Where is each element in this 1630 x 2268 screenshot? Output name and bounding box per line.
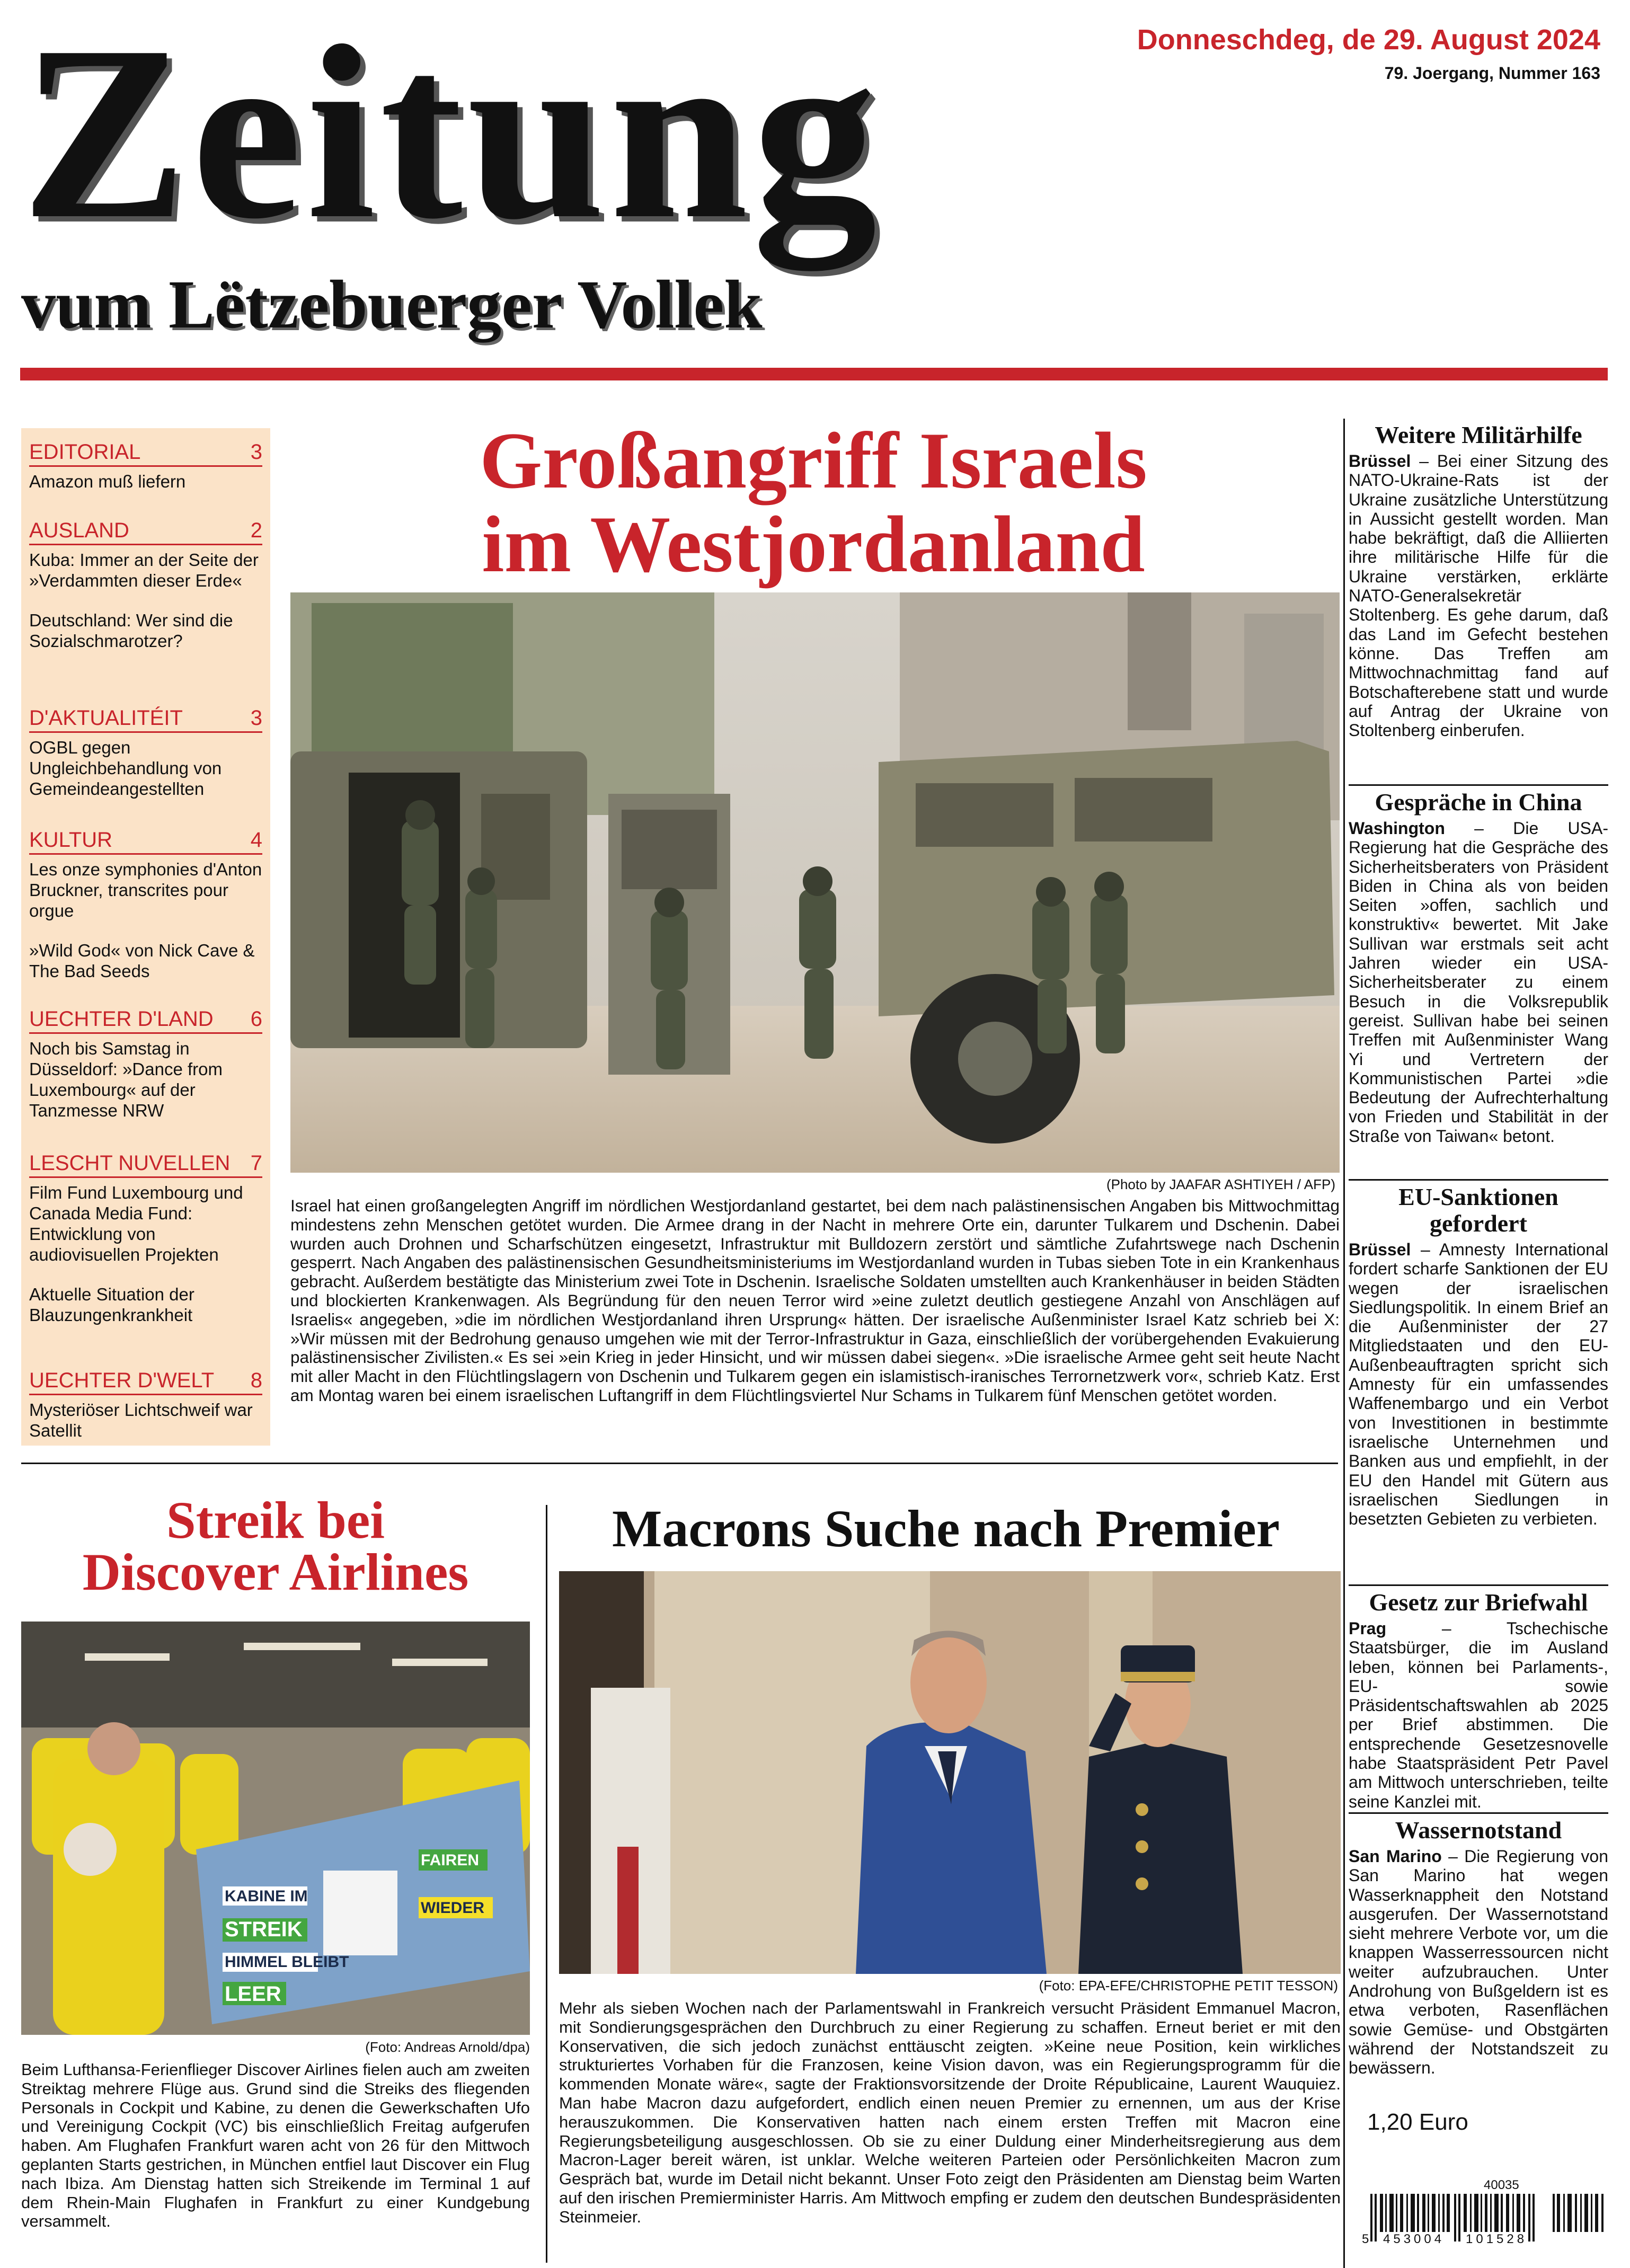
barcode-digits: 453004: [1383, 2232, 1445, 2246]
barcode-addon-digits: 40035: [1484, 2178, 1519, 2192]
right-column-divider: [1343, 419, 1345, 2268]
lead-headline-line-1: Großangriff Israels: [480, 416, 1147, 505]
brief-text: – Tschechische Staatsbürger, die im Ausland leben, können bei Parlaments-, EU- sowie Präsidentschaftswahlen ab 2025 per Brief abstimmen. Die entsprechende Gesetzesnovelle habe Staatspräsident Petr Pavel am Mittwoch unterschrieben, teilte seine Kanzlei mit.: [1349, 1619, 1609, 1811]
banner-text: HIMMEL BLEIBT: [225, 1953, 349, 1971]
macron-photo: [559, 1571, 1341, 1974]
banner-text: LEER: [225, 1982, 281, 2006]
strike-photo-credit: (Foto: Andreas Arnold/dpa): [365, 2039, 530, 2055]
lead-photo-credit: (Photo by JAAFAR ASHTIYEH / AFP): [1106, 1176, 1335, 1192]
index-item[interactable]: OGBL gegen Ungleichbehandlung von Gemeindeangestellten: [29, 738, 222, 799]
lead-headline[interactable]: [297, 416, 1330, 589]
brief-place: Brüssel: [1349, 451, 1411, 471]
section-page: 8: [250, 1369, 262, 1392]
index-section-uechter-dwelt[interactable]: [29, 1367, 262, 1441]
brief-place: Prag: [1349, 1619, 1387, 1638]
column-divider: [546, 1505, 547, 2263]
strike-photo: [21, 1622, 530, 2035]
issue-date: Donneschdeg, de 29. August 2024: [1137, 24, 1600, 56]
index-section-aktualiteit[interactable]: [29, 705, 262, 799]
banner-text: KABINE IM: [225, 1888, 308, 1905]
section-divider: [21, 1463, 1338, 1464]
section-page: 2: [250, 519, 262, 542]
index-item[interactable]: Film Fund Luxembourg und Canada Media Fund: Entwicklung von audiovisuellen Projekten: [29, 1183, 243, 1264]
strike-headline-line-1: Streik bei: [166, 1491, 385, 1549]
brief-military-aid[interactable]: [1349, 419, 1608, 740]
barcode-digit: 5: [1362, 2232, 1369, 2246]
section-label: KULTUR: [29, 828, 113, 852]
index-section-kultur[interactable]: [29, 827, 262, 981]
section-page: 6: [250, 1007, 262, 1031]
section-label: AUSLAND: [29, 519, 129, 542]
contents-index: [21, 428, 270, 1446]
brief-place: San Marino: [1349, 1847, 1442, 1866]
brief-eu-sanctions[interactable]: [1349, 1179, 1608, 1528]
lead-article-body: Israel hat einen großangelegten Angriff im nördlichen Westjordanland gestartet, bei dem nach palästinensischen Angaben bis Mittwochmittag mindestens zehn Menschen getötet wurden. Die Armee drang in der Nacht in mehrere Orte ein, darunter Tulkarem und Dschenin. Dabei wurden auch Drohnen und Scharfschützen eingesetzt, Infrastruktur mit Bulldozern zerstört und sämtliche Zufahrtswege nach Dschenin gesperrt. Nach Angaben des palästinensischen Gesundheitsministeriums im Westjordanland wurden in Tubas sieben Tote in ein Krankenhaus gebracht. Außerdem bestätigte das Ministerium zwei Tote in Dschenin. Israelische Soldaten umstellten auch Krankenhäuser in beiden Städten und blockierten Krankenwagen. Als Begründung für den neuen Terror wird »eine zuletzt deutlich gestiegene Anzahl von Anschlägen auf Israelis« angegeben, »die im nördlichen Westjordanland ihren Ursprung« hätten. Der israelische Außenminister Israel Katz schrieb bei X: »Wir müssen mit der Bedrohung genauso umgehen wie mit der Terror-Infrastruktur in Gaza, einschließlich der vorübergehenden Evakuierung palästinensischer Zivilisten.« Es sei »ein Krieg in jeder Hinsicht, und wir müssen dabei siegen«. »Die israelische Armee geht seit heute Nacht mit aller Macht in den Flüchtlingslagern von Dschenin und Tulkarem gegen ein islamistisch-iranisches Terrornetzwerk vor«, schrieb Katz. Erst am Montag waren bei einem israelischen Luftangriff in dem Flüchtlingsviertel Nur Schams in Tulkarem fünf Menschen getötet worden.: [290, 1196, 1340, 1405]
brief-water-emergency[interactable]: [1349, 1812, 1608, 2078]
section-page: 3: [250, 440, 262, 464]
barcode: [1362, 2194, 1608, 2247]
brief-china-talks[interactable]: [1349, 784, 1608, 1146]
masthead-subtitle: vum Lëtzebuerger Vollek: [21, 267, 763, 343]
section-page: 7: [250, 1151, 262, 1175]
section-label: UECHTER D'WELT: [29, 1369, 215, 1392]
lead-photo: [290, 592, 1340, 1173]
index-section-ausland[interactable]: [29, 517, 262, 651]
brief-headline: Wassernotstand: [1349, 1812, 1608, 1844]
brief-text: – Die USA-Regierung hat die Gespräche des Sicherheitsberaters von Präsident Biden in China als von beiden Seiten »offen, sachlich und konstruktiv« bewertet. Mit Jake Sullivan war erstmals seit acht Jahren wieder ein USA-Sicherheitsberater zu einem Besuch in die Volksrepublik gereist. Sullivan habe bei seinen Treffen mit Außenminister Wang Yi und Vertretern der Kommunistischen Partei »die Bedeutung der Aufrechterhaltung von Frieden und Stabilität in der Straße von Taiwan« betont.: [1349, 819, 1608, 1146]
brief-headline: EU-Sanktionen gefordert: [1349, 1179, 1608, 1237]
brief-headline: Weitere Militärhilfe: [1375, 421, 1582, 448]
barcode-digits: 101528: [1466, 2232, 1528, 2246]
cover-price: 1,20 Euro: [1367, 2109, 1468, 2135]
section-label: D'AKTUALITÉIT: [29, 706, 183, 730]
brief-text: – Die Regierung von San Marino hat wegen Wasserknappheit den Notstand ausgerufen. Der Wassernotstand sieht mehrere Verbote vor, um die knappen Wasserressourcen nicht weiter aufzubrauchen. Unter Androhung von Bußgeldern ist es etwa verboten, Rasenflächen sowie Gemüse- und Obstgärten während der Notstandszeit zu bewässern.: [1349, 1847, 1609, 2078]
index-item[interactable]: Deutschland: Wer sind die Sozialschmarotzer?: [29, 610, 233, 651]
section-label: LESCHT NUVELLEN: [29, 1151, 231, 1175]
index-item[interactable]: »Wild God« von Nick Cave & The Bad Seeds: [29, 941, 255, 981]
section-label: UECHTER D'LAND: [29, 1007, 214, 1031]
index-item[interactable]: Amazon muß liefern: [29, 472, 186, 491]
masthead-rule: [20, 368, 1608, 380]
banner-text: STREIK: [225, 1918, 303, 1941]
brief-text: – Bei einer Sitzung des NATO-Ukraine-Rats ist der Ukraine zusätzliche Unterstützung in Aussicht gestellt worden. Man habe bekräftigt, daß die Alliierten ihre militärische Hilfe für die Ukraine verstärken, erklärte NATO-Generalsekretär Stoltenberg. Es gehe darum, daß das Land im Gefecht bestehen könne. Das Treffen am Mittwochnachmittag fand auf Botschafterebene statt und wurde auf Antrag der Ukraine von Stoltenberg einberufen.: [1349, 451, 1609, 740]
brief-postal-vote[interactable]: [1349, 1584, 1608, 1811]
brief-place: Brüssel: [1349, 1240, 1411, 1259]
strike-headline-line-2: Discover Airlines: [82, 1543, 469, 1601]
brief-headline: Gesetz zur Briefwahl: [1349, 1584, 1608, 1616]
index-section-lescht-nuvellen[interactable]: [29, 1150, 262, 1325]
brief-headline: Gespräche in China: [1349, 784, 1608, 816]
brief-text: – Amnesty International fordert scharfe Sanktionen der EU wegen der israelischen Siedlungspolitik. In einem Brief an die Außenminister der 27 Mitgliedstaaten und den EU-Außenbeauftragten spricht sich Amnesty für ein umfassendes Waffenembargo und ein Verbot von Investitionen in bestimmte israelische Unternehmen und Banken aus und empfiehlt, in der EU den Handel mit Gütern aus israelischen Siedlungen in besetzten Gebieten zu verbieten.: [1349, 1240, 1608, 1529]
banner-text: FAIREN: [421, 1851, 480, 1869]
macron-photo-credit: (Foto: EPA-EFE/CHRISTOPHE PETIT TESSON): [1039, 1978, 1338, 1994]
macron-headline[interactable]: Macrons Suche nach Premier: [612, 1499, 1280, 1558]
masthead-title: Zeitung: [21, 0, 881, 270]
index-item[interactable]: Mysteriöser Lichtschweif war Satellit: [29, 1400, 253, 1440]
banner-text: WIEDER: [421, 1899, 484, 1917]
strike-headline[interactable]: [21, 1491, 530, 1601]
brief-place: Washington: [1349, 819, 1445, 838]
index-item[interactable]: Kuba: Immer an der Seite der »Verdammten dieser Erde«: [29, 550, 259, 590]
index-item[interactable]: Aktuelle Situation der Blauzungenkrankheit: [29, 1284, 194, 1325]
index-item[interactable]: Noch bis Samstag in Düsseldorf: »Dance from Luxembourg« auf der Tanzmesse NRW: [29, 1039, 223, 1120]
macron-article-body: Mehr als sieben Wochen nach der Parlamentswahl in Frankreich versucht Präsident Emmanuel Macron, mit Sondierungsgesprächen den Durchbruch zu einer Regierung zu schaffen. Erneut beriet er mit den Konservativen, die sich jedoch zunächst enttäuscht zeigten. »Keine neue Position, kein wirkliches strukturiertes Vorhaben für die Franzosen, keine Vision davon, was ein Regierungsprogramm für die kommenden Monate wäre«, sagte der Fraktionsvorsitzende der Droite Républicaine, Laurent Wauquiez. Man habe Macron dazu aufgefordert, endlich einen neuen Premier zu ernennen, um aus der Krise herauszukommen. Die Konservativen hatten nach einem ersten Treffen mit Macron eine Regierungsbeteiligung ausgeschlossen. Ob sie zu einer Duldung einer Minderheitsregierung aus dem Macron-Lager bereit wären, ist unklar. Welche weiteren Parteien oder Persönlichkeiten Macron zum Gespräch bat, wurde im Detail nicht bekannt. Unser Foto zeigt den Präsidenten am Dienstag beim Warten auf den irischen Premierminister Harris. Am Mittwoch empfing er zudem den deutschen Bundespräsidenten Steinmeier.: [559, 1999, 1341, 2226]
lead-headline-line-2: im Westjordanland: [482, 500, 1145, 589]
strike-article-body: Beim Lufthansa-Ferienflieger Discover Airlines fielen auch am zweiten Streiktag mehrere Flüge aus. Grund sind die Streiks des fliegenden Personals in Cockpit und Kabine, zu denen die Gewerkschaften Ufo und Vereinigung Cockpit (VC) bis einschließlich Freitag aufgerufen haben. Am Flughafen Frankfurt waren acht von 26 für den Mittwoch geplanten Starts gestrichen, in München entfiel laut Discover ein Flug nach Ibiza. Am Dienstag hatten sich Streikende im Terminal 1 auf dem Rhein-Main Flughafen in Frankfurt zu einer Kundgebung versammelt.: [21, 2060, 530, 2231]
section-label: EDITORIAL: [29, 440, 141, 464]
index-item[interactable]: Les onze symphonies d'Anton Bruckner, transcrites pour orgue: [29, 860, 262, 920]
section-page: 3: [250, 706, 262, 730]
section-page: 4: [250, 828, 262, 852]
index-section-uechter-dland[interactable]: [29, 1006, 262, 1121]
index-section-editorial[interactable]: [29, 439, 262, 492]
issue-number: 79. Joergang, Nummer 163: [1384, 64, 1600, 83]
